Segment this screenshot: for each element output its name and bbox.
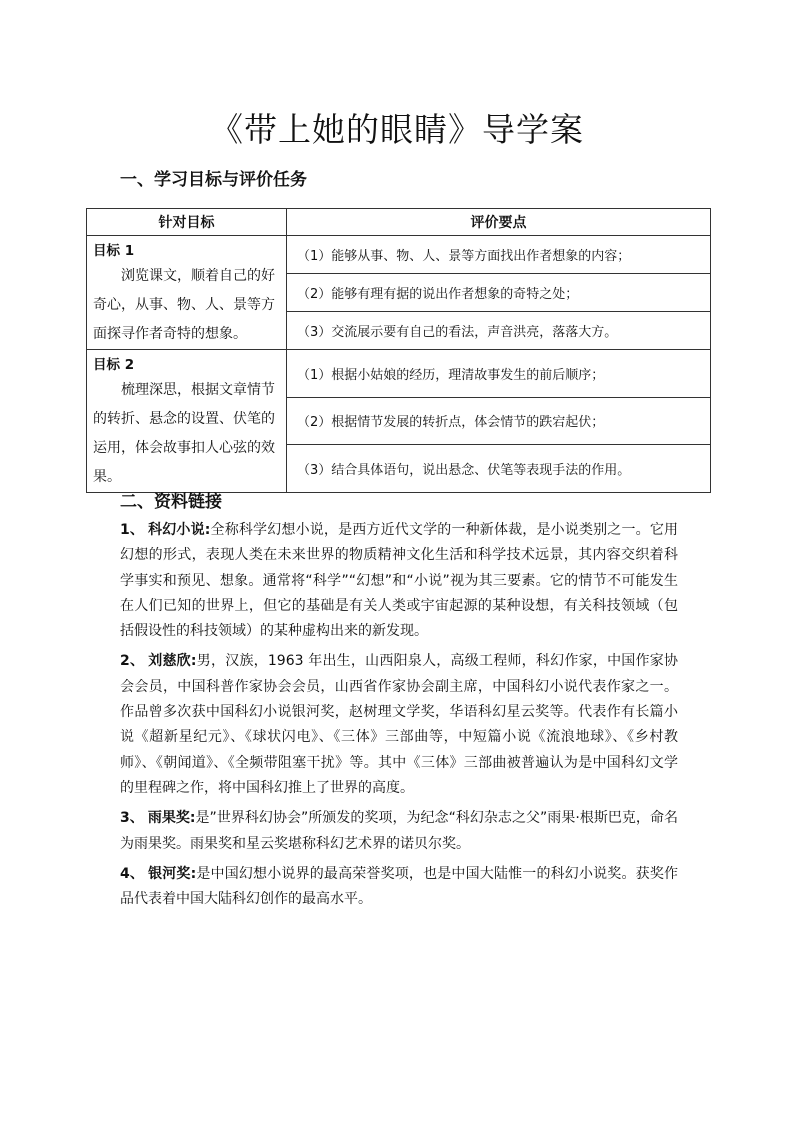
- goal-description: 梳理深思，根据文章情节的转折、悬念的设置、伏笔的运用，体会故事扣人心弦的效果。: [93, 382, 275, 485]
- page-title: 《带上她的眼睛》导学案: [210, 110, 584, 149]
- reference-number: 1、: [120, 522, 145, 538]
- goal-cell: [87, 236, 287, 350]
- reference-text: 是中国幻想小说界的最高荣誉奖项，也是中国大陆惟一的科幻小说奖。获奖作品代表着中国大陆科幻创作的最高水平。: [120, 865, 678, 908]
- reference-term: 刘慈欣:: [148, 653, 197, 670]
- table-row: [87, 350, 711, 398]
- goals-table: [86, 208, 711, 493]
- reference-item: [120, 649, 678, 801]
- reference-item: [120, 806, 678, 857]
- reference-text: 全称科学幻想小说，是西方近代文学的一种新体裁，是小说类别之一。它用幻想的形式，表现人类在未来世界的物质精神文化生活和科学技术远景，其内容交织着科学事实和预见、想象。通常将“科学”“幻想”和“小说”视为其三要素。它的情节不可能发生在人们已知的世界上，但它的基础是有关人类或宇宙起源的某种设想，有关科技领域（包括假设性的科技领域）的某种虚构出来的新发现。: [120, 522, 678, 640]
- reference-number: 3、: [120, 810, 144, 827]
- references-list: [120, 518, 678, 917]
- table-header-target: 针对目标: [87, 209, 287, 236]
- section-heading-goals: 一、学习目标与评价任务: [120, 170, 307, 190]
- reference-text: 男，汉族，1963 年出生，山西阳泉人，高级工程师，科幻作家，中国作家协会会员，中国科普作家协会会员，山西省作家协会副主席，中国科幻小说代表作家之一。作品曾多次获中国科幻小说银河奖，赵树理文学奖，华语科幻星云奖等。代表作有长篇小说《超新星纪元》、《球状闪电》、《三体》三部曲等，中短篇小说《流浪地球》、《乡村教师》、《朝闻道》、《全频带阻塞干扰》等。其中《三体》三部曲被普遍认为是中国科幻文学的里程碑之作，将中国科幻推上了世界的高度。: [120, 653, 678, 796]
- table-header-row: [87, 209, 711, 236]
- goal-cell: [87, 350, 287, 493]
- reference-term: 银河奖:: [148, 865, 197, 882]
- evaluation-point: （2）能够有理有据的说出作者想象的奇特之处；: [287, 274, 711, 312]
- evaluation-point: （3）交流展示要有自己的看法，声音洪亮，落落大方。: [287, 312, 711, 350]
- reference-number: 2、: [120, 653, 145, 670]
- goal-title: 目标 1: [93, 243, 135, 259]
- section-heading-references: 二、资料链接: [120, 492, 222, 512]
- reference-text: 是”世界科幻协会”所颁发的奖项，为纪念“科幻杂志之父”雨果·根斯巴克，命名为雨果奖。雨果奖和星云奖堪称科幻艺术界的诺贝尔奖。: [120, 810, 678, 852]
- evaluation-point: （1）根据小姑娘的经历，理清故事发生的前后顺序；: [287, 350, 711, 398]
- reference-number: 4、: [120, 865, 145, 882]
- reference-term: 科幻小说:: [148, 522, 211, 538]
- reference-term: 雨果奖:: [147, 810, 196, 827]
- evaluation-point: （3）结合具体语句，说出悬念、伏笔等表现手法的作用。: [287, 445, 711, 493]
- evaluation-point: （2）根据情节发展的转折点，体会情节的跌宕起伏；: [287, 397, 711, 445]
- goal-title: 目标 2: [93, 357, 135, 373]
- table-header-evaluation: 评价要点: [287, 209, 711, 236]
- evaluation-point: （1）能够从事、物、人、景等方面找出作者想象的内容；: [287, 236, 711, 274]
- goal-description: 浏览课文，顺着自己的好奇心，从事、物、人、景等方面探寻作者奇特的想象。: [93, 268, 275, 342]
- reference-item: [120, 518, 678, 644]
- table-row: [87, 236, 711, 274]
- reference-item: [120, 862, 678, 913]
